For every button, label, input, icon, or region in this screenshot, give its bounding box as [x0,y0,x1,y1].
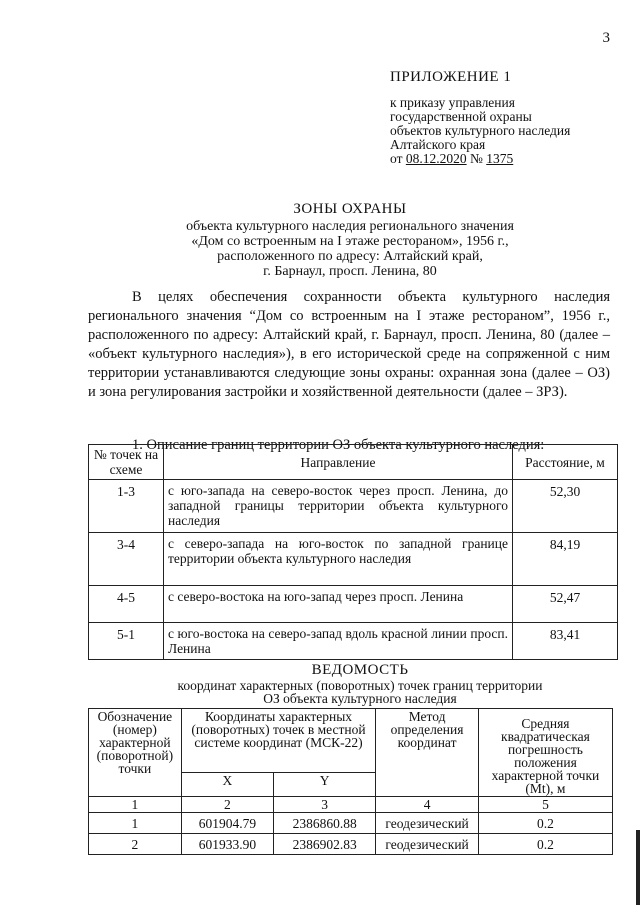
appendix-line: Алтайского края [390,137,486,152]
cell-y: 2386860.88 [274,813,376,834]
cell-method: геодезический [376,813,479,834]
header-x: X [181,772,273,796]
zones-title: ЗОНЫ ОХРАНЫ [293,201,407,217]
boundary-table [88,444,618,660]
vedomost-title: ВЕДОМОСТЬ [311,662,409,678]
header-points: № точек на схеме [89,445,164,480]
section-caption: 1. Описание границ территории ОЗ объекта культурного наследия: [132,437,545,453]
column-number: 5 [478,797,612,813]
cell-points: 1-3 [89,480,164,533]
zones-heading [120,202,580,279]
table-header-row [89,709,613,773]
cell-distance: 52,47 [513,586,618,623]
appendix-line: государственной охраны [390,109,532,124]
header-point: Обозначение (номер) характерной (поворотной) точки [89,709,182,797]
cell-error: 0.2 [478,813,612,834]
appendix-line: объектов культурного наследия [390,123,571,138]
table-row [89,623,618,660]
cell-error: 0.2 [478,834,612,855]
appendix-line: к приказу управления [390,95,515,110]
zones-line: г. Барнаул, просп. Ленина, 80 [263,264,437,279]
cell-points: 4-5 [89,586,164,623]
header-coordinates: Координаты характерных (поворотных) точек в местной системе координат (МСК-22) [181,709,376,773]
vedomost-line: ОЗ объекта культурного наследия [263,691,457,706]
cell-direction: с северо-востока на юго-запад через просп. Ленина [164,586,513,623]
order-line [390,152,630,166]
table-row [89,480,618,533]
header-error: Средняя квадратическая погрешность положения характерной точки (Mt), м [478,709,612,797]
column-number-row [89,797,613,813]
table-row [89,813,613,834]
column-number: 2 [181,797,273,813]
cell-distance: 84,19 [513,533,618,586]
zones-line: расположенного по адресу: Алтайский край, [217,249,483,264]
intro-paragraph: В целях обеспечения сохранности объекта культурного наследия регионального значения “Дом со встроенным на I этаже рестораном”, 1956 г., расположенного по адресу: Алтайский край, г. Барнаул, просп. Ленина, 80 (далее – «объект культурного наследия»), в его исторической среде на сопряженной с ним территории устанавливаются следующие зоны охраны: охранная зона (далее – ОЗ) и зона регулирования застройки и хозяйственной деятельности (далее – ЗРЗ). [88,289,610,400]
cell-points: 3-4 [89,533,164,586]
appendix-title: ПРИЛОЖЕНИЕ 1 [390,69,512,85]
order-number: 1375 [486,151,514,166]
order-number-sign: № [469,151,483,166]
cell-direction: с юго-востока на северо-запад вдоль красной линии просп. Ленина [164,623,513,660]
cell-x: 601933.90 [181,834,273,855]
table-header-row [89,445,618,480]
cell-direction: с юго-запада на северо-восток через просп. Ленина, до западной границы территории объекта культурного наследия [164,480,513,533]
cell-method: геодезический [376,834,479,855]
header-distance: Расстояние, м [513,445,618,480]
column-number: 4 [376,797,479,813]
appendix-block [390,70,630,166]
coordinates-table [88,708,613,855]
column-number: 1 [89,797,182,813]
cell-y: 2386902.83 [274,834,376,855]
header-direction: Направление [164,445,513,480]
page-number: 3 [602,30,610,46]
order-prefix: от [390,151,403,166]
cell-x: 601904.79 [181,813,273,834]
zones-line: объекта культурного наследия регионального значения [186,219,514,234]
zones-line: «Дом со встроенным на I этаже рестораном», 1956 г., [191,234,509,249]
vedomost-line: координат характерных (поворотных) точек границ территории [177,678,543,693]
cell-point: 1 [89,813,182,834]
table-row [89,834,613,855]
cell-direction: с северо-запада на юго-восток по западной границе территории объекта культурного наследия [164,533,513,586]
cell-points: 5-1 [89,623,164,660]
page-edge-mark [636,830,640,905]
header-method: Метод определения координат [376,709,479,797]
header-y: Y [274,772,376,796]
vedomost-heading [120,664,600,705]
order-date: 08.12.2020 [405,151,467,166]
cell-distance: 83,41 [513,623,618,660]
cell-distance: 52,30 [513,480,618,533]
cell-point: 2 [89,834,182,855]
column-number: 3 [274,797,376,813]
table-row [89,533,618,586]
table-row [89,586,618,623]
